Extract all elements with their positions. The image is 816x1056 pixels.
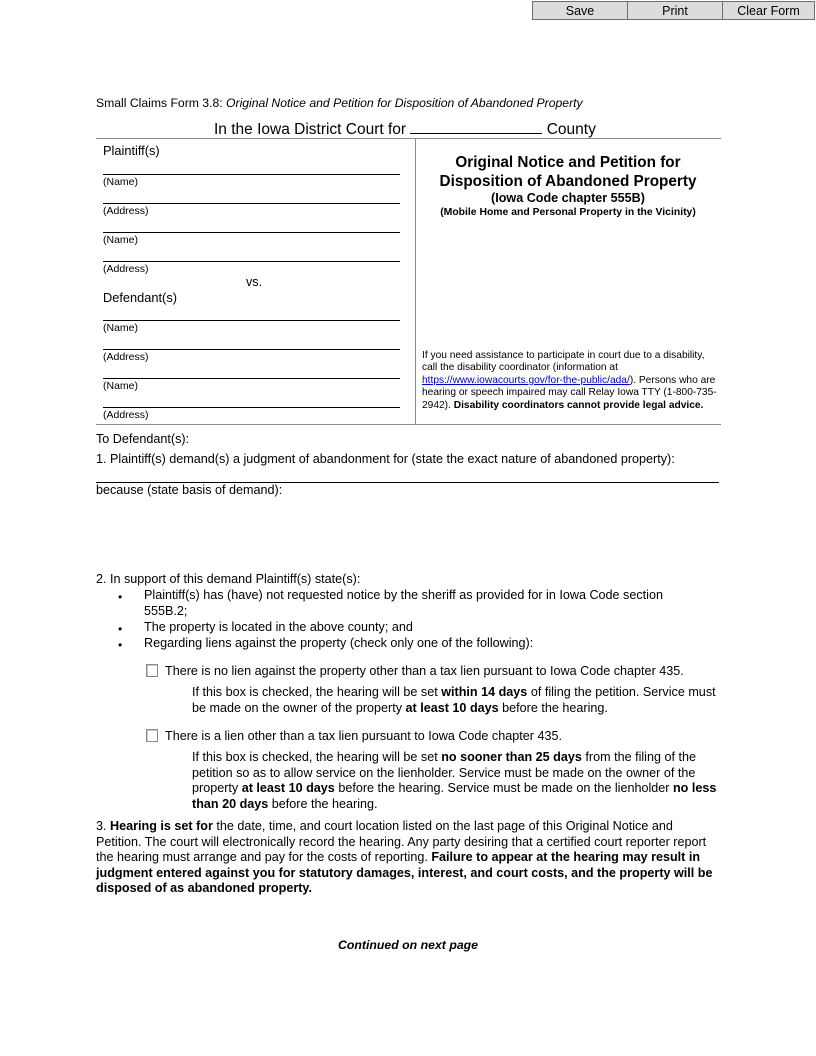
option2-b: no sooner than 25 days bbox=[441, 750, 582, 764]
title-line2: Disposition of Abandoned Property bbox=[439, 173, 697, 190]
option1-details bbox=[192, 685, 718, 716]
option1-b: within 14 days bbox=[441, 685, 528, 699]
court-prefix: In the Iowa District Court for bbox=[214, 121, 407, 138]
name-hint: (Name) bbox=[103, 176, 139, 188]
option1-a: If this box is checked, the hearing will be set bbox=[192, 685, 438, 699]
plaintiffs-label: Plaintiff(s) bbox=[103, 143, 160, 158]
option2-a: If this box is checked, the hearing will be set bbox=[192, 750, 438, 764]
address-hint: (Address) bbox=[103, 205, 149, 217]
item3-text: the date, time, and court location listed on the last page of this Original Notice and Petition. The court will electronically record the hearing. Any party desiring that a certified court reporter report the hearing must arrange and pay for the costs of reporting. bbox=[96, 819, 707, 865]
ada-disclaimer: Disability coordinators cannot provide legal advice. bbox=[453, 399, 704, 411]
address-hint: (Address) bbox=[103, 409, 149, 421]
item1-text: 1. Plaintiff(s) demand(s) a judgment of abandonment for (state the exact nature of abandoned property): bbox=[96, 452, 675, 466]
defendant2-name-field[interactable] bbox=[103, 378, 400, 379]
option1-d: at least 10 days bbox=[405, 700, 499, 715]
item2-text: 2. In support of this demand Plaintiff(s) state(s): bbox=[96, 572, 361, 586]
item3-warning: Failure to appear at the hearing may result in judgment entered against you for statutory damages, interest, and court costs, and the property will be disposed of as abandoned property. bbox=[96, 850, 713, 896]
plaintiff2-name-field[interactable] bbox=[103, 232, 400, 233]
option2-g: before the hearing. bbox=[271, 796, 378, 811]
clear-form-button[interactable]: Clear Form bbox=[722, 1, 815, 20]
form-title bbox=[96, 96, 583, 110]
defendant1-name-field[interactable] bbox=[103, 320, 400, 321]
because-label: because (state basis of demand): bbox=[96, 483, 283, 497]
option1-e: before the hearing. bbox=[502, 700, 608, 715]
caption-top-rule bbox=[96, 138, 721, 139]
title-code: (Iowa Code chapter 555B) bbox=[491, 191, 645, 205]
name-hint: (Name) bbox=[103, 234, 139, 246]
title-subtitle: (Mobile Home and Personal Property in the Vicinity) bbox=[440, 207, 696, 218]
option2-text: There is a lien other than a tax lien pursuant to Iowa Code chapter 435. bbox=[165, 729, 562, 743]
ada-link[interactable]: https://www.iowacourts.gov/for-the-public/ada/ bbox=[422, 374, 630, 386]
defendant2-address-field[interactable] bbox=[103, 407, 400, 408]
form-title-italic: Original Notice and Petition for Disposition of Abandoned Property bbox=[226, 96, 583, 110]
ada-text2: ). Persons who are hearing or speech impaired may call Relay Iowa TTY (1-800-735-2942). bbox=[422, 374, 717, 411]
continued-note: Continued on next page bbox=[337, 938, 479, 952]
court-heading bbox=[214, 119, 596, 139]
basis-field[interactable] bbox=[96, 500, 719, 564]
bullet1-text: Plaintiff(s) has (have) not requested notice by the sheriff as provided for in Iowa Code section 555B.2; bbox=[144, 588, 663, 618]
print-button[interactable]: Print bbox=[627, 1, 723, 20]
to-defendants: To Defendant(s): bbox=[96, 432, 190, 446]
option1-text: There is no lien against the property other than a tax lien pursuant to Iowa Code chapter 435. bbox=[165, 664, 684, 678]
item3-paragraph bbox=[96, 819, 718, 897]
form-toolbar bbox=[533, 1, 815, 20]
versus-label: vs. bbox=[246, 275, 263, 289]
option2-details bbox=[192, 750, 718, 812]
ada-text1: If you need assistance to participate in court due to a disability, call the disability coordinator (information at bbox=[422, 350, 705, 374]
item3-heading: Hearing is set for bbox=[110, 819, 213, 833]
option1-c: of filing the petition. Service must be made on the owner of the property bbox=[192, 685, 716, 715]
address-hint: (Address) bbox=[103, 263, 149, 275]
name-hint: (Name) bbox=[103, 380, 139, 392]
county-field[interactable] bbox=[410, 119, 542, 134]
form-number: Small Claims Form 3.8: bbox=[96, 96, 223, 110]
bullet3-text: Regarding liens against the property (check only one of the following): bbox=[144, 636, 534, 650]
item3-number: 3. bbox=[96, 819, 107, 833]
caption-divider bbox=[415, 138, 416, 424]
title-line1: Original Notice and Petition for bbox=[455, 154, 681, 171]
defendant1-address-field[interactable] bbox=[103, 349, 400, 350]
option2-c: from the filing of the petition so as to allow service on the lienholder. Service must be made on the owner of the property bbox=[192, 750, 696, 796]
plaintiff1-name-field[interactable] bbox=[103, 174, 400, 175]
bullet2-text: The property is located in the above county; and bbox=[144, 620, 413, 634]
address-hint: (Address) bbox=[103, 351, 149, 363]
plaintiff2-address-field[interactable] bbox=[103, 261, 400, 262]
caption-bottom-rule bbox=[96, 424, 721, 425]
plaintiff1-address-field[interactable] bbox=[103, 203, 400, 204]
ada-notice bbox=[422, 350, 718, 412]
other-lien-checkbox[interactable] bbox=[146, 729, 158, 742]
bullet-mark: • bbox=[118, 622, 123, 636]
bullet-mark: • bbox=[118, 590, 123, 604]
document-title bbox=[418, 153, 718, 220]
no-lien-checkbox[interactable] bbox=[146, 664, 158, 677]
court-suffix: County bbox=[546, 121, 596, 138]
defendants-label: Defendant(s) bbox=[103, 290, 177, 305]
save-button[interactable]: Save bbox=[532, 1, 628, 20]
option2-d: at least 10 days bbox=[241, 781, 335, 796]
name-hint: (Name) bbox=[103, 322, 139, 334]
option2-e: before the hearing. Service must be made on the lienholder bbox=[338, 781, 670, 796]
bullet-mark: • bbox=[118, 638, 123, 652]
option2-f: no less than 20 days bbox=[192, 781, 717, 811]
